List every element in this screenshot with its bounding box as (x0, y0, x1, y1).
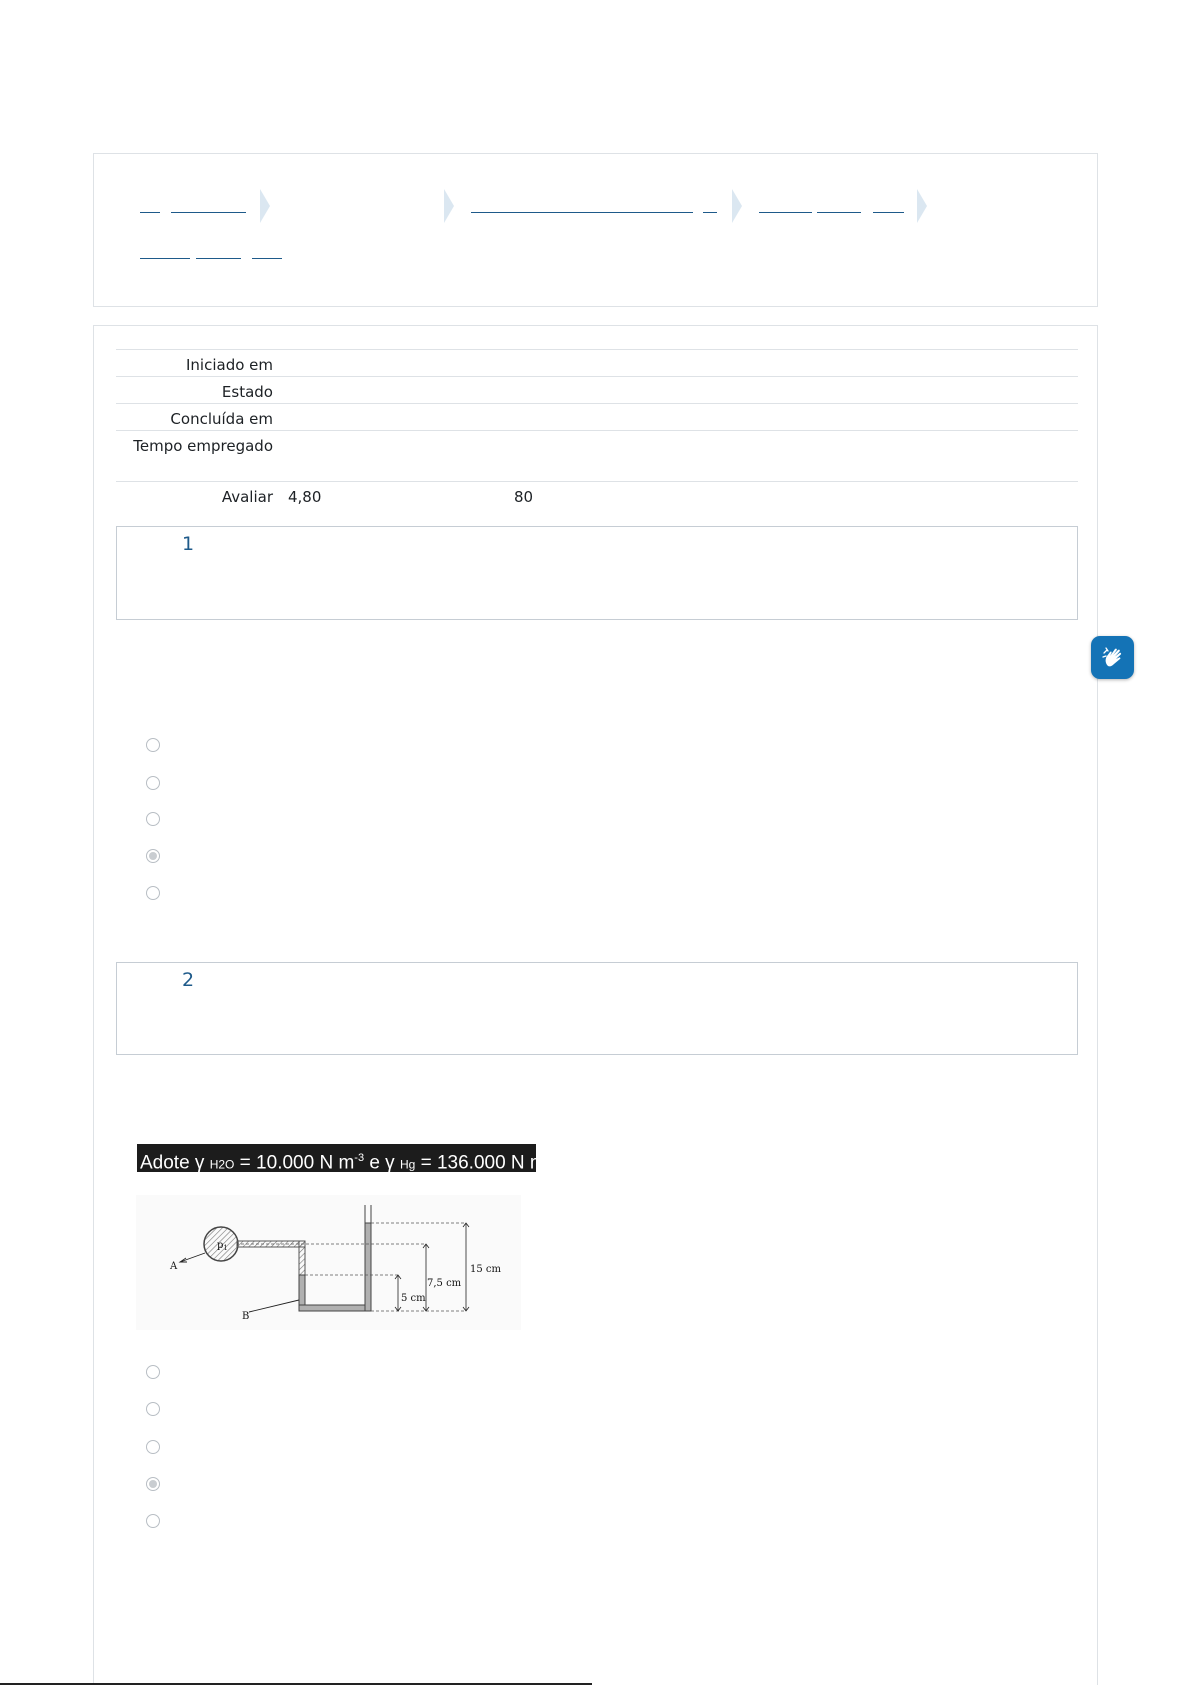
adopt-text: = 10.000 N m (234, 1152, 355, 1174)
summary-value (273, 404, 288, 430)
summary-label: Tempo empregado (133, 437, 273, 455)
answer-option-radio[interactable] (146, 738, 160, 752)
breadcrumb-link-quiz-part[interactable] (196, 258, 241, 259)
answer-option-radio[interactable] (146, 1514, 160, 1528)
summary-label: Estado (221, 383, 273, 401)
question-info-1 (116, 526, 1078, 620)
attempt-summary-table (116, 349, 1078, 508)
answer-option-radio-selected[interactable] (146, 1477, 160, 1491)
adopt-text: Adote γ (140, 1152, 210, 1174)
question-number: 2 (182, 969, 195, 991)
summary-label: Concluída em (170, 410, 273, 428)
breadcrumb-link-quiz-number[interactable] (252, 258, 282, 259)
adopt-text: = 136.000 N m (415, 1152, 546, 1174)
label-b: B (242, 1311, 250, 1322)
left-leg-fluid (299, 1241, 305, 1275)
summary-row-started (116, 349, 1078, 376)
breadcrumb-link-courses[interactable] (171, 212, 246, 213)
sign-language-hand-icon (1099, 644, 1127, 672)
breadcrumb-separator-icon (917, 189, 927, 223)
adopt-text: e γ (364, 1152, 400, 1174)
breadcrumb-link-quiz[interactable] (140, 258, 190, 259)
adopt-subscript: Hg (399, 1157, 416, 1172)
breadcrumb-link-course-code[interactable] (703, 212, 717, 213)
answer-option-radio[interactable] (146, 886, 160, 900)
adopt-subscript: H2O (209, 1157, 235, 1172)
answer-option-radio[interactable] (146, 1365, 160, 1379)
adopt-superscript: -3 (354, 1152, 365, 1164)
summary-value (273, 431, 288, 481)
breadcrumb-separator-icon (444, 189, 454, 223)
manometer-diagram (136, 1195, 521, 1330)
label-p1: $p_1$ (217, 1240, 228, 1252)
summary-value (273, 350, 288, 376)
u-tube-bottom (299, 1305, 371, 1311)
breadcrumb-link-section[interactable] (759, 212, 812, 213)
right-leg-mercury (365, 1223, 371, 1311)
breadcrumb-link-course[interactable] (471, 212, 693, 213)
sign-language-accessibility-button[interactable] (1091, 636, 1134, 679)
question-info-2 (116, 962, 1078, 1055)
breadcrumb-separator-icon (260, 189, 270, 223)
breadcrumb-link-home[interactable] (140, 212, 160, 213)
answer-option-radio-selected[interactable] (146, 849, 160, 863)
breadcrumb-card (93, 153, 1098, 307)
breadcrumb-link-section-number[interactable] (873, 212, 904, 213)
breadcrumb-separator-icon (732, 189, 742, 223)
label-dim-15: 15 cm (470, 1264, 501, 1275)
adopt-superscript: -3 (545, 1152, 556, 1164)
label-a: A (170, 1261, 178, 1272)
answer-option-radio[interactable] (146, 1402, 160, 1416)
answer-option-radio[interactable] (146, 776, 160, 790)
summary-row-completed (116, 403, 1078, 430)
summary-row-state (116, 376, 1078, 403)
answer-option-radio[interactable] (146, 1440, 160, 1454)
summary-value-max: 80 (514, 488, 534, 506)
summary-label: Iniciado em (185, 356, 273, 374)
summary-label: Avaliar (221, 488, 273, 506)
answer-option-radio[interactable] (146, 812, 160, 826)
question-number: 1 (182, 533, 195, 555)
question-given-data (137, 1144, 561, 1174)
summary-value: 4,80 (288, 488, 322, 506)
breadcrumb-link-section-part[interactable] (817, 212, 861, 213)
label-dim-75: 7,5 cm (427, 1278, 462, 1289)
summary-row-grade (116, 481, 1078, 508)
label-dim-5: 5 cm (401, 1293, 426, 1304)
summary-value (273, 377, 288, 403)
summary-row-time-taken (116, 430, 1078, 481)
adopt-text: . (555, 1152, 561, 1174)
